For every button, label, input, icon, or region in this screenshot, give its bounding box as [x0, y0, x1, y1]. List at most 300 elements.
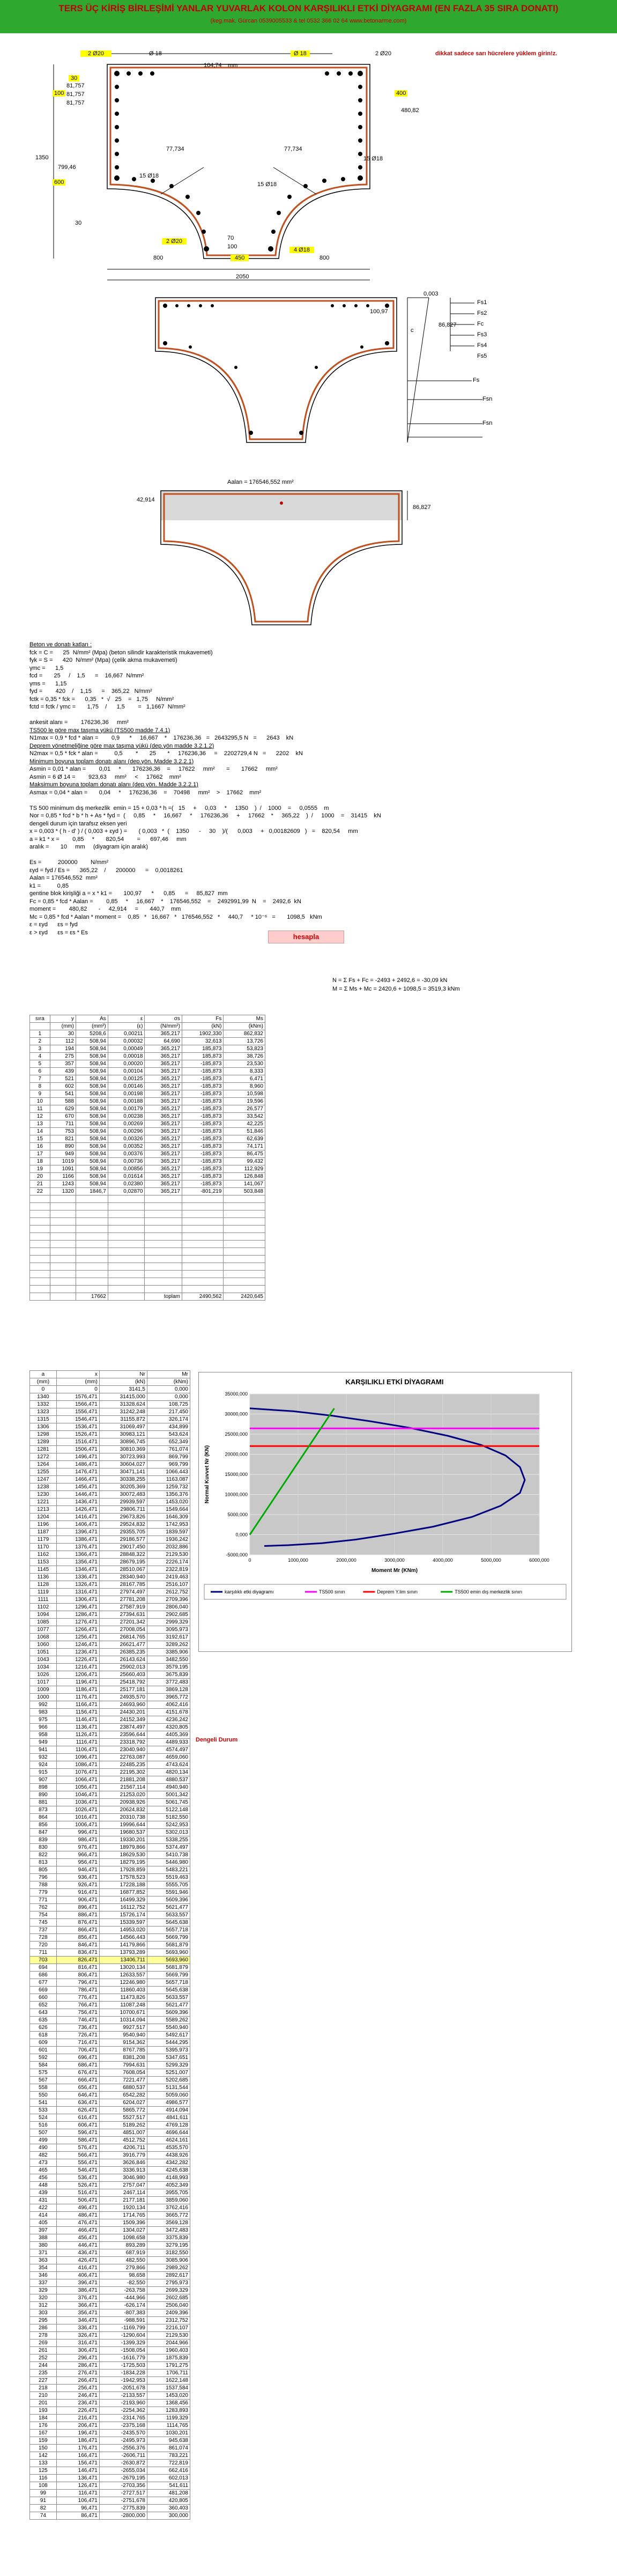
table-cell: 5492,617: [147, 2032, 190, 2039]
table-cell: [108, 1263, 145, 1271]
table-cell: 1146,471: [56, 1716, 99, 1724]
table-cell: Mr: [147, 1371, 190, 1378]
table-cell: 0,00211: [108, 1030, 145, 1038]
table-cell: 5410,738: [147, 1851, 190, 1859]
table-row: [30, 2392, 190, 2400]
table-row: [30, 1180, 265, 1188]
table-cell: 4206,711: [99, 2144, 147, 2152]
table-cell: 1162: [30, 1551, 57, 1559]
table-cell: 125: [30, 2467, 57, 2475]
table-cell: 898: [30, 1784, 57, 1791]
table-cell: 1246,471: [56, 1641, 99, 1649]
table-cell: [182, 1241, 224, 1248]
table-row: [30, 2460, 190, 2467]
balanced-label: Dengeli Durum: [196, 1737, 238, 1743]
table-row: [30, 1979, 190, 1987]
dim-100[interactable]: 100: [53, 90, 65, 97]
dim-450[interactable]: 450: [231, 255, 249, 261]
calculation-block: [29, 641, 448, 936]
table-cell: 23318,792: [99, 1739, 147, 1746]
table-cell: 0: [30, 1386, 57, 1393]
table-cell: 1416,471: [56, 1514, 99, 1521]
table-cell: [50, 1271, 76, 1278]
table-cell: 652,349: [147, 1438, 190, 1446]
table-row: [30, 1499, 190, 1506]
table-row: [30, 2249, 190, 2257]
table-row: [30, 1053, 265, 1060]
table-row: [30, 2122, 190, 2129]
chart-title: KARŞILIKLI ETKİ DİYAGRAMI: [345, 1378, 444, 1386]
table-cell: [30, 1278, 50, 1286]
table-row: [30, 2287, 190, 2294]
table-cell: [182, 1263, 224, 1271]
table-cell: [50, 1241, 76, 1248]
table-row: [30, 1844, 190, 1851]
table-cell: 508,94: [76, 1068, 108, 1075]
table-cell: [224, 1203, 265, 1211]
table-cell: -801,219: [182, 1188, 224, 1195]
table-cell: [224, 1286, 265, 1293]
table-cell: 737: [30, 1927, 57, 1934]
table-cell: sıra: [30, 1015, 50, 1023]
table-cell: 949: [50, 1150, 76, 1158]
table-cell: 896,471: [56, 1904, 99, 1911]
table-cell: 1622,148: [147, 2377, 190, 2385]
table-row: [30, 1271, 265, 1278]
table-cell: 1846,7: [76, 1188, 108, 1195]
table-cell: 826,471: [56, 1957, 99, 1964]
table-cell: 1196,471: [56, 1679, 99, 1686]
calc-line: Deprem yönetmeliğine göre max taşıma yükü (dep.yön madde 3.2.1.2): [29, 742, 214, 749]
table-cell: 365,217: [145, 1083, 182, 1090]
calc-line: moment = 480,82 - 42,914 = 440,7 mm: [29, 906, 181, 912]
table-cell: -2679,195: [99, 2475, 147, 2482]
table-cell: 235: [30, 2370, 57, 2377]
table-cell: 31069,497: [99, 1423, 147, 1431]
table-cell: [224, 1233, 265, 1241]
table-cell: [108, 1195, 145, 1203]
table-cell: 1163,087: [147, 1476, 190, 1483]
table-cell: [108, 1211, 145, 1218]
table-cell: 956,471: [56, 1859, 99, 1866]
table-cell: 25660,403: [99, 1671, 147, 1679]
table-cell: 5242,953: [147, 1821, 190, 1829]
table-cell: -2193,960: [99, 2400, 147, 2407]
table-cell: 516,471: [56, 2189, 99, 2197]
table-cell: 546,471: [56, 2167, 99, 2174]
table-cell: 33,542: [224, 1113, 265, 1120]
table-cell: 526,471: [56, 2182, 99, 2189]
table-cell: 9: [30, 1090, 50, 1098]
table-row: [30, 1453, 190, 1461]
calc-line: TS 500 minimum dış merkezlik emin = 15 + 0,03 * h =( 15 + 0,03 * 1350 ) / 1000 = 0,0555 m: [29, 804, 329, 811]
table-cell: 86,471: [56, 2512, 99, 2520]
table-cell: -2133,557: [99, 2392, 147, 2400]
table-row: [30, 1716, 190, 1724]
table-cell: 1204: [30, 1514, 57, 1521]
calc-line: fcd = 25 / 1,5 = 16,667 N/mm²: [29, 673, 144, 679]
table-row: [30, 2024, 190, 2032]
table-cell: 30072,483: [99, 1491, 147, 1499]
table-row: [30, 1408, 190, 1416]
calc-line: ε > εyd εs = εs * Es: [29, 929, 88, 936]
table-cell: 1114,765: [147, 2422, 190, 2430]
table-cell: -185,873: [182, 1143, 224, 1150]
rebar-15-b: 77,734: [284, 146, 302, 152]
table-cell: 3336,913: [99, 2167, 147, 2174]
table-cell: 588: [50, 1098, 76, 1105]
table-cell: 662,416: [147, 2467, 190, 2475]
table-cell: 602,013: [147, 2475, 190, 2482]
table-cell: 185,873: [182, 1045, 224, 1053]
table-cell: 958: [30, 1731, 57, 1739]
table-row: [30, 2189, 190, 2197]
table-cell: 864: [30, 1814, 57, 1821]
table-row: [30, 2505, 190, 2512]
table-cell: 0,00238: [108, 1113, 145, 1120]
table-cell: 5189,262: [99, 2122, 147, 2129]
table-row: [30, 2174, 190, 2182]
table-cell: 4986,577: [147, 2099, 190, 2107]
table-cell: 439: [50, 1068, 76, 1075]
table-cell: 3665,772: [147, 2212, 190, 2219]
table-cell: [30, 1203, 50, 1211]
table-row: [30, 2167, 190, 2174]
table-cell: 550: [30, 2092, 57, 2099]
table-cell: 246,471: [56, 2392, 99, 2400]
dim-600[interactable]: 600: [53, 179, 65, 186]
table-cell: 636,471: [56, 2099, 99, 2107]
table-cell: 508,94: [76, 1158, 108, 1165]
table-cell: 108: [30, 2482, 57, 2490]
table-row: [30, 1158, 265, 1165]
table-row: [30, 2445, 190, 2452]
table-cell: 5865,772: [99, 2107, 147, 2114]
table-cell: 296,471: [56, 2354, 99, 2362]
table-cell: 3626,846: [99, 2159, 147, 2167]
table-cell: 365,217: [145, 1113, 182, 1120]
table-cell: 503,848: [224, 1188, 265, 1195]
table-cell: 23040,940: [99, 1746, 147, 1754]
table-cell: 7994,631: [99, 2062, 147, 2069]
table-cell: [50, 1233, 76, 1241]
table-row: [30, 2234, 190, 2242]
calc-line: ankesit alanı = 176236,36 mm²: [29, 719, 129, 726]
table-cell: 4659,060: [147, 1754, 190, 1761]
table-cell: 862,832: [224, 1030, 265, 1038]
dim-30[interactable]: 30: [69, 75, 79, 82]
legend-entry: TS500 emin dış merkezlik sınırı: [455, 1589, 523, 1595]
table-cell: 108,725: [147, 1401, 190, 1408]
table-cell: [145, 1211, 182, 1218]
table-cell: 3: [30, 1045, 50, 1053]
table-cell: 976,471: [56, 1844, 99, 1851]
top-left-rebar[interactable]: 2 Ø20: [80, 50, 111, 57]
table-row: [30, 1090, 265, 1098]
table-cell: 1368,456: [147, 2400, 190, 2407]
table-cell: 16877,852: [99, 1889, 147, 1896]
table-cell: 365,217: [145, 1060, 182, 1068]
table-row: [30, 1919, 190, 1927]
table-cell: 1296,471: [56, 1604, 99, 1611]
table-cell: 716,471: [56, 2039, 99, 2047]
table-cell: 24693,960: [99, 1701, 147, 1709]
table-cell: 1426,471: [56, 1506, 99, 1514]
table-row: [30, 1949, 190, 1957]
table-cell: 3279,195: [147, 2242, 190, 2249]
table-cell: 396,471: [56, 2279, 99, 2287]
table-cell: 926,471: [56, 1881, 99, 1889]
table-cell: 1516,471: [56, 1438, 99, 1446]
table-cell: 541,611: [147, 2482, 190, 2490]
table-cell: 9154,362: [99, 2039, 147, 2047]
table-cell: 816,471: [56, 1964, 99, 1972]
table-row: [30, 2482, 190, 2490]
table-cell: 1336,471: [56, 1574, 99, 1581]
table-cell: 14: [30, 1128, 50, 1135]
table-cell: 1102: [30, 1604, 57, 1611]
table-cell: 1264: [30, 1461, 57, 1468]
table-cell: 184: [30, 2415, 57, 2422]
table-cell: [145, 1286, 182, 1293]
table-cell: [30, 1286, 50, 1293]
table-cell: 5395,973: [147, 2047, 190, 2054]
table-row: [30, 2497, 190, 2505]
table-cell: [108, 1271, 145, 1278]
table-cell: 666,471: [56, 2077, 99, 2084]
table-cell: 1056,471: [56, 1784, 99, 1791]
table-cell: 4052,349: [147, 2182, 190, 2189]
table-row: [30, 1143, 265, 1150]
table-cell: 133: [30, 2460, 57, 2467]
table-cell: 1046,471: [56, 1791, 99, 1799]
table-cell: -2606,711: [99, 2452, 147, 2460]
table-cell: 836,471: [56, 1949, 99, 1957]
table-cell: 27974,497: [99, 1589, 147, 1596]
table-row: [30, 1619, 190, 1626]
table-cell: 3675,839: [147, 1671, 190, 1679]
table-cell: [145, 1218, 182, 1226]
table-row: [30, 2039, 190, 2047]
table-cell: 5555,705: [147, 1881, 190, 1889]
table-total: [30, 1293, 265, 1301]
table-cell: 23,530: [224, 1060, 265, 1068]
table-cell: 1096,471: [56, 1754, 99, 1761]
table-cell: 3182,550: [147, 2249, 190, 2257]
table-cell: 0,00049: [108, 1045, 145, 1053]
table-row: [30, 1611, 190, 1619]
force-fs: Fs: [473, 377, 480, 383]
table-row: [30, 1030, 265, 1038]
table-cell: 159: [30, 2437, 57, 2445]
table-cell: 1283,893: [147, 2407, 190, 2415]
table-row: [30, 2114, 190, 2122]
table-row: [30, 1664, 190, 1671]
table-cell: 754: [30, 1911, 57, 1919]
table-cell: -2751,678: [99, 2497, 147, 2505]
table-cell: 556,471: [56, 2159, 99, 2167]
table-cell: 0,00856: [108, 1165, 145, 1173]
table-cell: 2177,181: [99, 2197, 147, 2204]
table-cell: 941: [30, 1746, 57, 1754]
table-cell: [108, 1226, 145, 1233]
table-cell: 13,726: [224, 1038, 265, 1045]
force-fc: Fc: [477, 321, 484, 327]
table-cell: 1036,471: [56, 1799, 99, 1806]
table-cell: 813: [30, 1859, 57, 1866]
table-cell: -2800,000: [99, 2512, 147, 2520]
table-cell: 1323: [30, 1408, 57, 1416]
table-cell: 0,00352: [108, 1143, 145, 1150]
table-cell: 24152,349: [99, 1716, 147, 1724]
bottom-right-rebar[interactable]: 4 Ø18: [289, 247, 314, 253]
table-row: [30, 1987, 190, 1994]
table-cell: 13020,134: [99, 1964, 147, 1972]
y-tick-label: 10000,000: [225, 1492, 248, 1497]
table-cell: 1221: [30, 1499, 57, 1506]
top-mid-rebar-2[interactable]: Ø 18: [291, 50, 310, 57]
dim-400[interactable]: 400: [395, 90, 407, 97]
table-cell: 1256,471: [56, 1634, 99, 1641]
table-cell: 1136,471: [56, 1724, 99, 1731]
table-cell: [76, 1211, 108, 1218]
table-cell: -1725,503: [99, 2362, 147, 2370]
table-cell: 380: [30, 2242, 57, 2249]
table-cell: 360,403: [147, 2505, 190, 2512]
table-row: [30, 1799, 190, 1806]
table-row: [30, 1416, 190, 1423]
table-cell: 711: [30, 1949, 57, 1957]
table-cell: 1136: [30, 1574, 57, 1581]
table-cell: 74,171: [224, 1143, 265, 1150]
calc-line: fctk = 0,35 * fck = 0,35 * √ 25 = 1,75 N/mm²: [29, 696, 174, 703]
y-tick-label: 25000,000: [225, 1431, 248, 1437]
hesapla-button[interactable]: hesapla: [268, 931, 344, 943]
table-cell: (kN): [182, 1023, 224, 1030]
table-cell: -2556,376: [99, 2445, 147, 2452]
table-cell: 5182,550: [147, 1814, 190, 1821]
table-cell: 536,471: [56, 2174, 99, 2182]
table-cell: 508,94: [76, 1150, 108, 1158]
table-row: [30, 1761, 190, 1769]
table-cell: 106,471: [56, 2497, 99, 2505]
table-cell: 3385,906: [147, 1649, 190, 1656]
table-cell: 508,94: [76, 1105, 108, 1113]
table-cell: [76, 1233, 108, 1241]
calc-line: fyd = 420 / 1,15 = 365,22 N/mm²: [29, 688, 152, 695]
table-cell: -1399,329: [99, 2339, 147, 2347]
table-cell: 975: [30, 1716, 57, 1724]
table-row: [30, 1263, 265, 1271]
table-cell: 434,899: [147, 1423, 190, 1431]
table-cell: 11087,248: [99, 2002, 147, 2009]
table-cell: 28340,940: [99, 1574, 147, 1581]
table-cell: 86,475: [224, 1150, 265, 1158]
table-cell: 5681,879: [147, 1964, 190, 1972]
table-cell: 1289: [30, 1438, 57, 1446]
table-cell: 18: [30, 1158, 50, 1165]
table-cell: 0,00125: [108, 1075, 145, 1083]
table-row: [30, 2332, 190, 2339]
table-cell: 27587,919: [99, 1604, 147, 1611]
table-cell: 1446,471: [56, 1491, 99, 1499]
table-cell: 8767,785: [99, 2047, 147, 2054]
table-cell: 326,174: [147, 1416, 190, 1423]
interaction-chart: [198, 1372, 572, 1652]
table-cell: 22195,302: [99, 1769, 147, 1776]
table-cell: 4489,933: [147, 1739, 190, 1746]
table-row: [30, 1911, 190, 1919]
table-cell: 365,217: [145, 1150, 182, 1158]
table-cell: 416,471: [56, 2264, 99, 2272]
table-cell: 31155,872: [99, 1416, 147, 1423]
table-cell: 626: [30, 2024, 57, 2032]
x-axis-label: Moment Mr (KNm): [371, 1568, 418, 1574]
table-cell: 945,638: [147, 2437, 190, 2445]
table-cell: 473: [30, 2159, 57, 2167]
table-row: [30, 1724, 190, 1731]
table-cell: y: [50, 1015, 76, 1023]
table-cell: 1742,953: [147, 1521, 190, 1529]
table-cell: 116,471: [56, 2490, 99, 2497]
table-cell: 112: [50, 1038, 76, 1045]
table-cell: [145, 1263, 182, 1271]
table-cell: 5657,718: [147, 1979, 190, 1987]
table-cell: 761,074: [147, 1446, 190, 1453]
table-cell: 4769,128: [147, 2122, 190, 2129]
table-cell: 5444,295: [147, 2039, 190, 2047]
table-cell: 861,074: [147, 2445, 190, 2452]
table-cell: 13406,711: [99, 1957, 147, 1964]
table-cell: 2516,107: [147, 1581, 190, 1589]
table-cell: 244: [30, 2362, 57, 2370]
calc-line: [29, 851, 448, 859]
table-cell: [76, 1248, 108, 1256]
table-cell: (kN): [99, 1378, 147, 1386]
table-cell: 7: [30, 1075, 50, 1083]
table-cell: 753: [50, 1128, 76, 1135]
table-cell: 3965,772: [147, 1694, 190, 1701]
table-cell: 0,000: [147, 1393, 190, 1401]
table-cell: 28510,067: [99, 1566, 147, 1574]
table-cell: 29806,711: [99, 1506, 147, 1514]
table-cell: 0,00269: [108, 1120, 145, 1128]
bottom-left-rebar[interactable]: 2 Ø20: [162, 238, 187, 245]
force-fs5: Fs5: [477, 353, 487, 359]
table-cell: 30810,369: [99, 1446, 147, 1453]
table-cell: 448: [30, 2182, 57, 2189]
table-cell: 354: [30, 2264, 57, 2272]
table-row: [30, 2129, 190, 2137]
table-cell: 365,217: [145, 1045, 182, 1053]
m-sum: M = Σ Ms + Mc = 2420,6 + 1098,5 = 3519,3 kNm: [332, 986, 460, 992]
table-row: [30, 1881, 190, 1889]
table-cell: 3472,483: [147, 2227, 190, 2234]
table-cell: 5374,497: [147, 1844, 190, 1851]
table-cell: [30, 1271, 50, 1278]
table-row: [30, 2032, 190, 2039]
page-subtitle: (keg.mak. Gürcan 0539005533 & tel 0532 366 02 64 www.betonarme.com): [210, 18, 407, 24]
table-cell: 357: [50, 1060, 76, 1068]
dim-800-a: 800: [153, 255, 163, 261]
calc-line: gentine blok kirişliği a = x * k1 = 100,97 * 0,85 = 85,827 mm: [29, 890, 228, 897]
table-cell: 3772,483: [147, 1679, 190, 1686]
table-cell: 98,658: [99, 2272, 147, 2279]
table-cell: 1068: [30, 1634, 57, 1641]
table-cell: 26385,235: [99, 1649, 147, 1656]
table-cell: 30723,993: [99, 1453, 147, 1461]
table-cell: [76, 1203, 108, 1211]
